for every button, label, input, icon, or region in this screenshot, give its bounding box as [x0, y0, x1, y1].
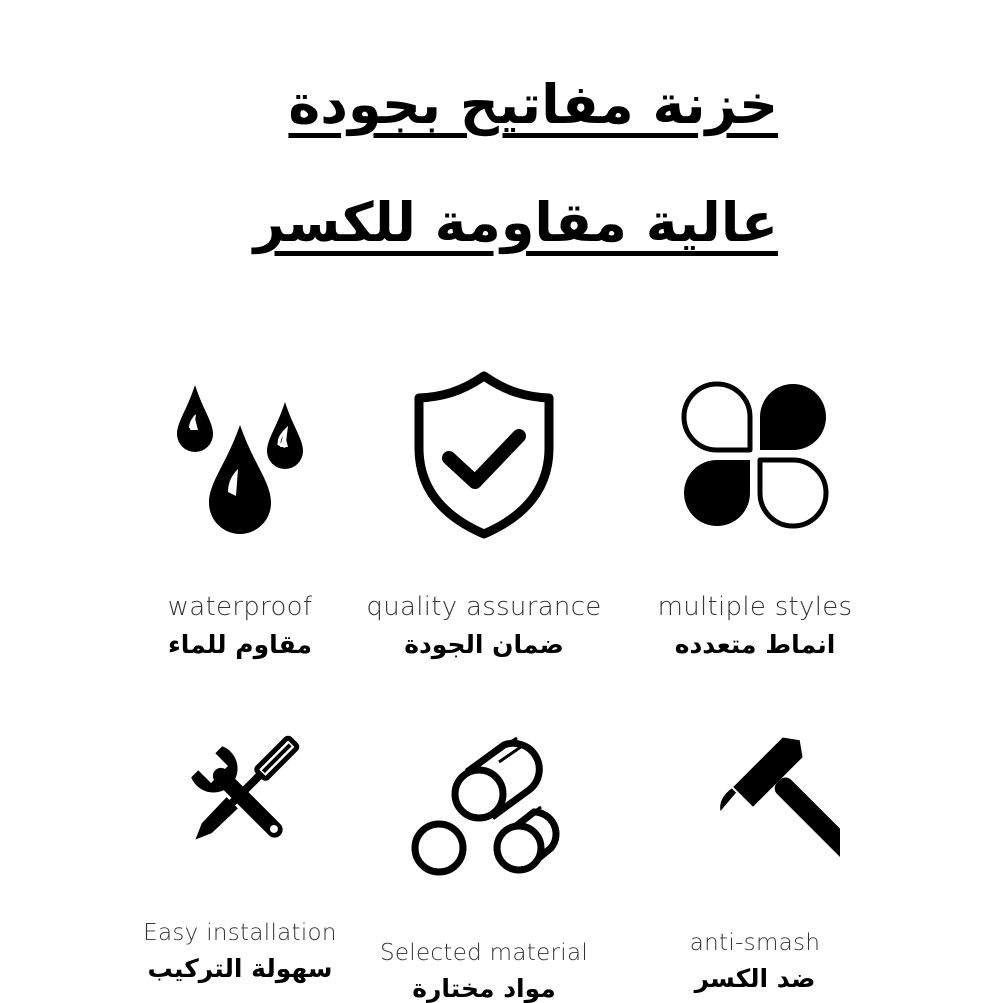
feature-label-en: multiple styles: [657, 592, 853, 622]
feature-anti-smash: [605, 730, 905, 993]
feature-label-ar: مواد مختارة: [412, 974, 556, 1003]
feature-label-en: waterproof: [167, 592, 313, 622]
logs-icon: [399, 730, 569, 880]
feature-label-ar: ضد الكسر: [694, 964, 816, 993]
wrench-screwdriver-icon: [155, 730, 325, 860]
shield-check-icon: [399, 370, 569, 540]
title-line-1: خزنة مفاتيح بجودة: [288, 73, 778, 136]
feature-label-ar: سهولة التركيب: [147, 954, 333, 983]
feature-selected-material: [334, 730, 634, 1003]
feature-label-ar: ضمان الجودة: [404, 630, 564, 659]
feature-quality-assurance: [334, 370, 634, 659]
feature-multiple-styles: [605, 370, 905, 659]
feature-label-ar: انماط متعدده: [674, 630, 836, 659]
water-drops-icon: [160, 370, 320, 540]
feature-label-en: anti-smash: [689, 930, 821, 956]
feature-label-ar: مقاوم للماء: [168, 630, 312, 659]
feature-label-en: quality assurance: [366, 592, 602, 622]
feature-label-en: Selected material: [379, 940, 589, 966]
hammer-icon: [670, 730, 840, 870]
title-line-2: عالية مقاومة للكسر: [253, 191, 778, 254]
feature-label-en: Easy installation: [143, 920, 337, 946]
four-petals-icon: [670, 370, 840, 540]
